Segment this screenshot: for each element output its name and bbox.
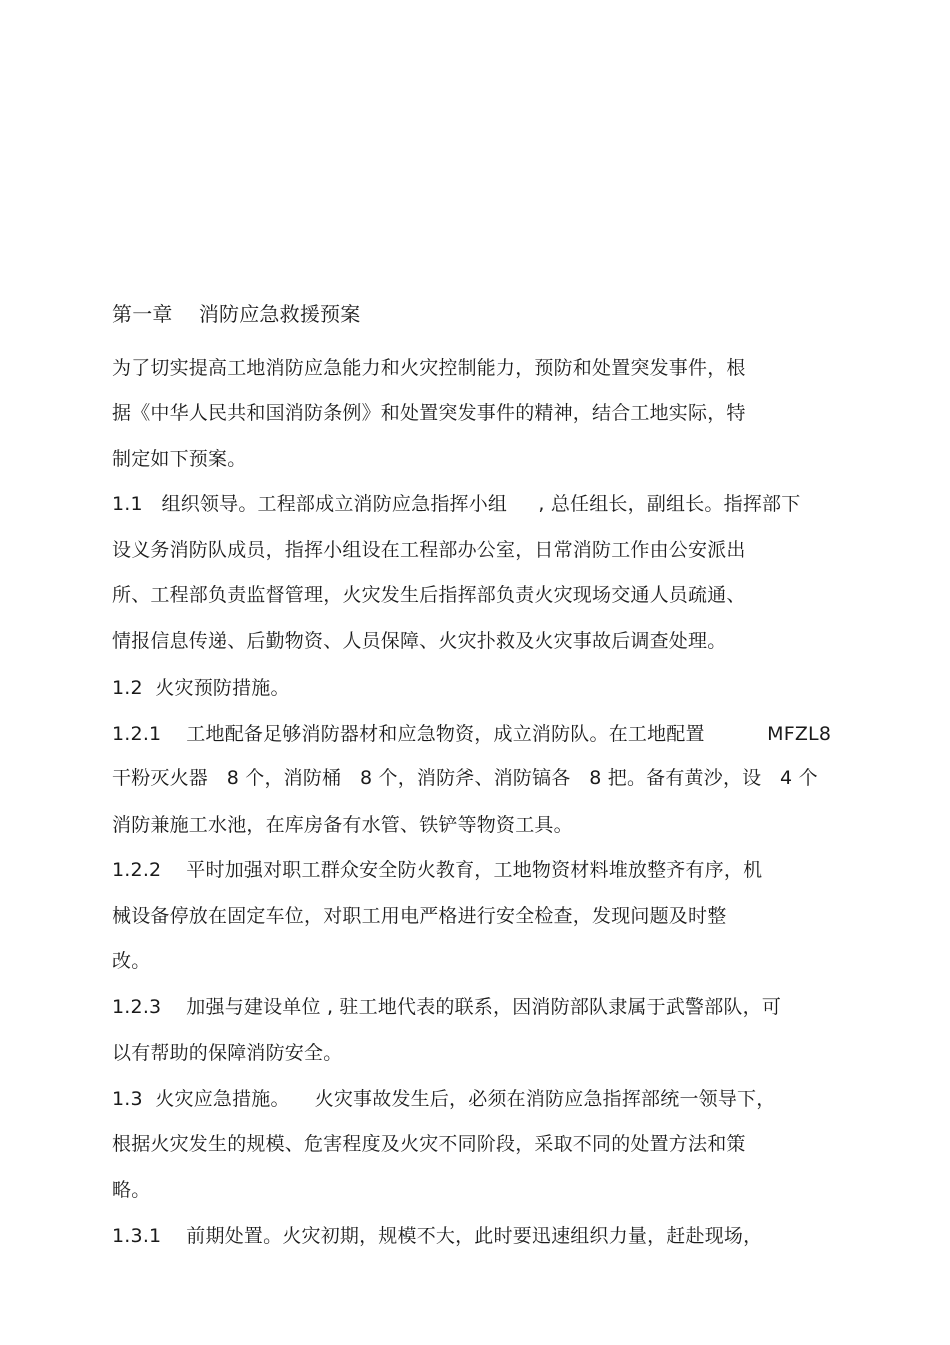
text-line: 1.2.1 工地配备足够消防器材和应急物资，成立消防队。在工地配置 MFZL8	[112, 723, 832, 745]
text-line: 以有帮助的保障消防安全。	[112, 1042, 343, 1064]
text-line: 根据火灾发生的规模、危害程度及火灾不同阶段，采取不同的处置方法和策	[112, 1133, 746, 1155]
text-line: 械设备停放在固定车位，对职工用电严格进行安全检查，发现问题及时整	[112, 905, 727, 927]
text-line: 改。	[112, 950, 151, 972]
text-line: 制定如下预案。	[112, 448, 247, 470]
text-line: 消防兼施工水池，在库房备有水管、铁铲等物资工具。	[112, 814, 573, 836]
text-line: 1.3.1 前期处置。火灾初期，规模不大，此时要迅速组织力量，赶赴现场，	[112, 1225, 763, 1247]
text-line: 设义务消防队成员，指挥小组设在工程部办公室，日常消防工作由公安派出	[112, 539, 746, 561]
text-line: 1.2.3 加强与建设单位 , 驻工地代表的联系，因消防部队隶属于武警部队，可	[112, 996, 782, 1018]
text-line: 1.1 组织领导。工程部成立消防应急指挥小组 , 总任组长，副组长。指挥部下	[112, 493, 801, 515]
section-heading: 1.3 火灾应急措施。 火灾事故发生后，必须在消防应急指挥部统一领导下，	[112, 1088, 776, 1110]
chapter-title: 第一章 消防应急救援预案	[112, 302, 361, 326]
text-line: 1.2.2 平时加强对职工群众安全防火教育，工地物资材料堆放整齐有序，机	[112, 859, 763, 881]
text-line: 略。	[112, 1179, 151, 1201]
text-line: 情报信息传递、后勤物资、人员保障、火灾扑救及火灾事故后调查处理。	[112, 630, 727, 652]
section-heading: 1.2 火灾预防措施。	[112, 677, 290, 699]
text-line: 干粉灭火器 8 个，消防桶 8 个，消防斧、消防镐各 8 把。备有黄沙，设 4 个	[112, 767, 818, 789]
text-line: 据《中华人民共和国消防条例》和处置突发事件的精神，结合工地实际，特	[112, 402, 746, 424]
text-line: 所、工程部负责监督管理，火灾发生后指挥部负责火灾现场交通人员疏通、	[112, 584, 746, 606]
text-line: 为了切实提高工地消防应急能力和火灾控制能力，预防和处置突发事件，根	[112, 357, 746, 379]
